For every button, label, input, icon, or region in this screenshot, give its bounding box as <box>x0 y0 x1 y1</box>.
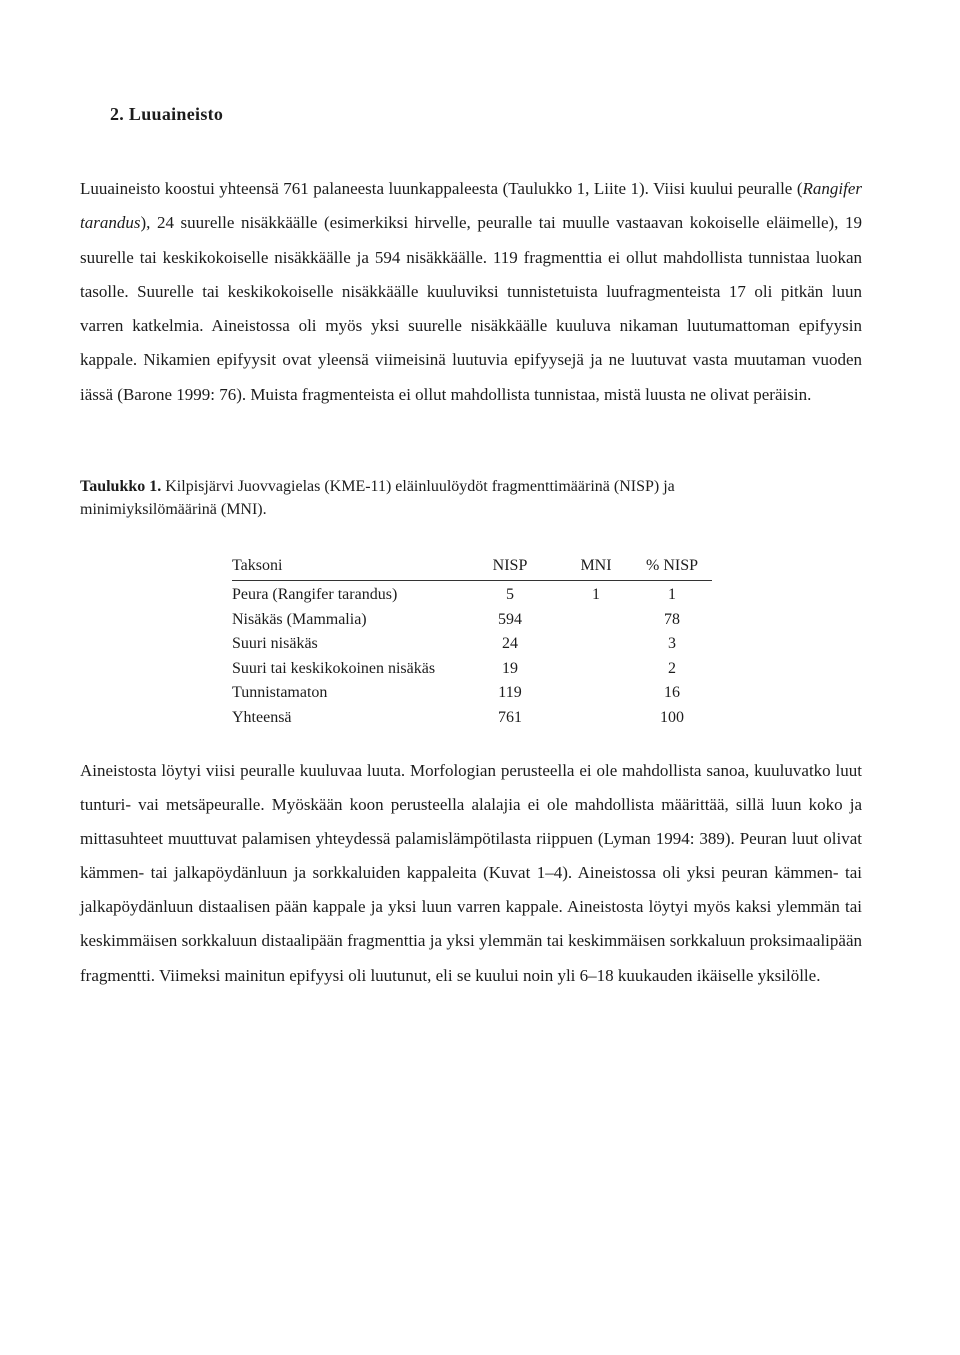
table-row <box>232 681 712 706</box>
cell-taxon: Suuri nisäkäs <box>232 635 318 652</box>
cell-nisp: 119 <box>498 684 522 701</box>
table-row <box>232 706 712 731</box>
table-row <box>232 581 712 608</box>
table-row <box>232 632 712 657</box>
section-heading: 2. Luuaineisto <box>110 104 224 124</box>
taxa-table <box>232 553 712 730</box>
paragraph-1-text-end: ), 24 suurelle nisäkkäälle (esimerkiksi hirvelle, peuralle tai muulle vastaavan kokoiselle eläimelle), 19 suurelle tai keskikokoiselle nisäkkäälle ja 594 nisäkkäälle. 119 fragmenttia ei ollut mahdollista tunnistaa luokan tasolle. Suurelle tai keskikokoiselle nisäkkäälle kuuluviksi tunnistetuista luufragmenteista 17 oli pitkän luun varren katkelmia. Aineistossa oli myös yksi suurelle nisäkkäälle kuuluva nikaman luutumattoman epifyysin kappale. Nikamien epifyysit ovat yleensä viimeisinä luutuvia epifyysejä ja ne luutuvat vasta muutaman vuoden iässä (Barone 1999: 76). Muista fragmenteista ei ollut mahdollista tunnistaa, mistä luusta ne olivat peräisin. <box>80 213 862 404</box>
cell-taxon: Tunnistamaton <box>232 684 328 701</box>
cell-taxon: Suuri tai keskikokoinen nisäkäs <box>232 659 436 677</box>
cell-nisp: 761 <box>498 708 522 726</box>
header-nisp: NISP <box>460 553 560 581</box>
cell-mni <box>560 608 632 633</box>
species-name: Rangifer tarandus <box>80 179 862 233</box>
cell-nisp: 594 <box>498 610 522 628</box>
cell-nisp: 5 <box>506 586 514 603</box>
cell-percent: 16 <box>664 684 680 701</box>
header-percent-nisp: % NISP <box>632 553 712 581</box>
cell-mni <box>560 632 632 657</box>
cell-taxon: Nisäkäs (Mammalia) <box>232 610 367 628</box>
cell-percent: 1 <box>668 586 676 603</box>
table-row <box>232 657 712 682</box>
cell-mni <box>560 706 632 731</box>
cell-percent: 100 <box>660 708 684 726</box>
paragraph-2: Aineistosta löytyi viisi peuralle kuuluvaa luuta. Morfologian perusteella ei ole mahdollista sanoa, kuuluvatko luut tunturi- vai metsäpeuralle. Myöskään koon perusteella alalajia ei ole mahdollista määrittää, sillä luun koko ja mittasuhteet muuttuvat palamisen yhteydessä palamislämpötilasta riippuen (Lyman 1994: 389). Peuran luut olivat kämmen- tai jalkapöydänluun ja sorkkaluiden kappaleita (Kuvat 1–4). Aineistossa oli yksi peuran kämmen- tai jalkapöydänluun distaalisen pään kappale ja yksi luun varren kappale. Aineistosta löytyi myös kaksi ylemmän tai keskimmäisen sorkkaluun distaalipään fragmenttia ja yksi ylemmän tai keskimmäisen sorkkaluun proksimaalipään fragmentti. Viimeksi mainitun epifyysi oli luutunut, eli se kuului noin yli 6–18 kuukauden ikäiselle yksilölle. <box>80 761 862 985</box>
cell-taxon: Yhteensä <box>232 708 292 726</box>
header-mni: MNI <box>560 553 632 581</box>
cell-percent: 78 <box>664 610 680 628</box>
cell-mni: 1 <box>592 586 600 603</box>
table-header-row <box>232 553 712 581</box>
header-taksoni: Taksoni <box>232 553 460 581</box>
cell-nisp: 19 <box>502 659 518 677</box>
table-row <box>232 608 712 633</box>
cell-percent: 3 <box>668 635 676 652</box>
table-caption-text: Kilpisjärvi Juovvagielas (KME-11) eläinluulöydöt fragmenttimäärinä (NISP) ja minimiyksilömäärinä (MNI). <box>80 478 675 518</box>
table-caption <box>80 475 780 521</box>
paragraph-1 <box>80 172 862 412</box>
cell-nisp: 24 <box>502 635 518 652</box>
cell-percent: 2 <box>668 659 676 677</box>
cell-mni <box>560 681 632 706</box>
cell-mni <box>560 657 632 682</box>
cell-taxon: Peura (Rangifer tarandus) <box>232 586 398 603</box>
table-caption-label: Taulukko 1. <box>80 478 162 495</box>
paragraph-1-text-start: Luuaineisto koostui yhteensä 761 palaneesta luunkappaleesta (Taulukko 1, Liite 1). Viisi kuului peuralle ( <box>80 179 803 198</box>
